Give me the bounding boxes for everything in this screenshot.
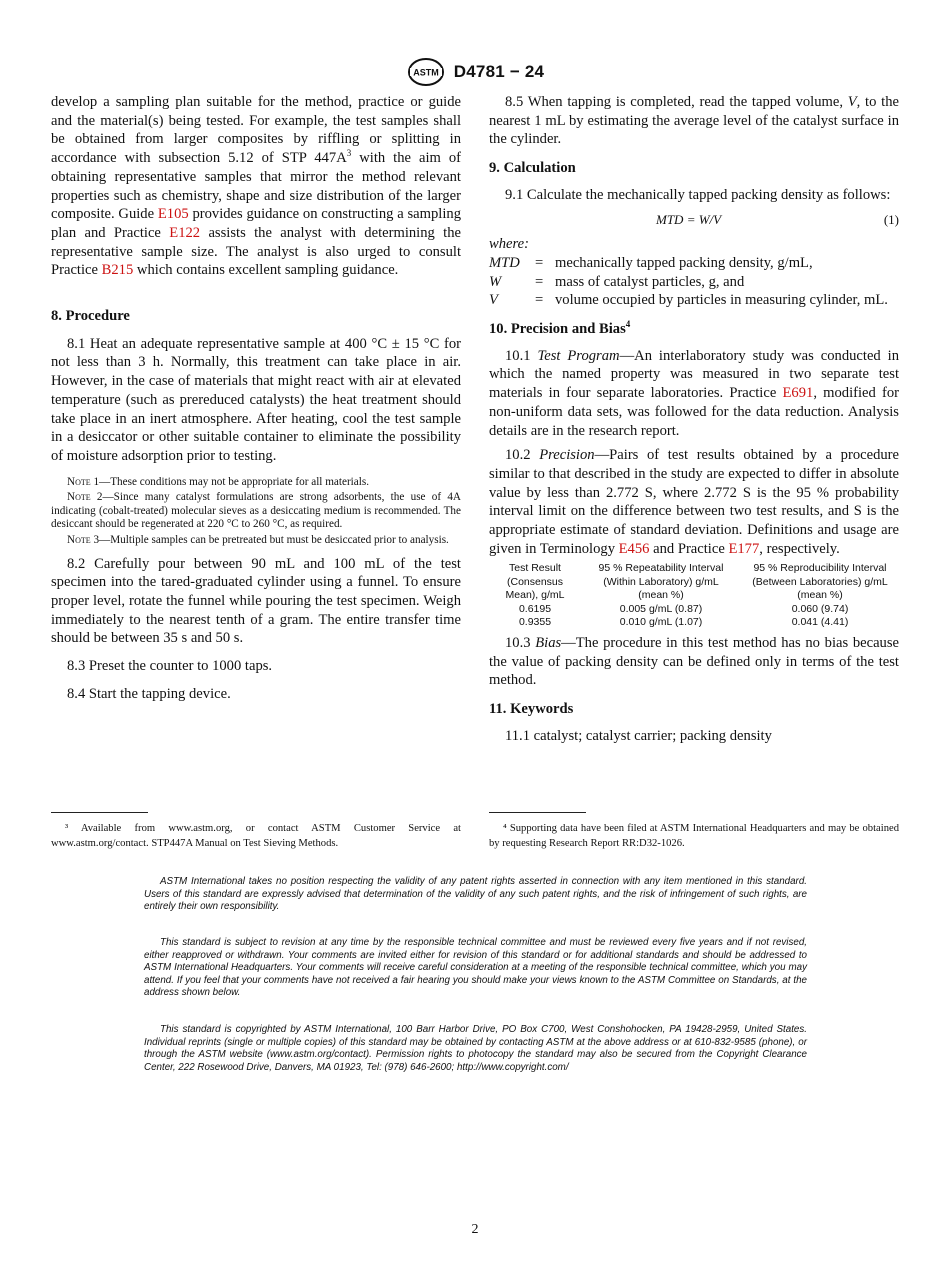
paragraph-8-1: 8.1 Heat an adequate representative sample at 400 °C ± 15 °C for not less than 3 h. Normally, this treatment can take place in air. However, in the case of materials that might react with air at elevated temperature (such as prereduced catalysts) the heat treatment should take place in an inert atmosphere. After heating, cool the test sample in a desiccator or other suitable container to eliminate the possibility of moisture adsorption prior to testing. xyxy=(51,335,461,464)
note-2: Note 2—Since many catalyst formulations are strong adsorbents, the use of 4A indicating (cobalt-treated) molecular sieves as a desiccating medium is recommended. The desiccant should be regenerated at 220 °C to 260 °C, as required. xyxy=(51,491,461,531)
where-label: where: xyxy=(489,236,529,253)
table-cell: 0.060 (9.74) xyxy=(791,602,849,615)
svg-text:ASTM: ASTM xyxy=(413,67,439,78)
table-header: 95 % Repeatability Interval (Within Laboratory) g/mL (mean %) xyxy=(598,562,724,602)
equation-formula: MTD = W/V xyxy=(656,211,722,227)
footnote-3: ³ Available from www.astm.org, or contact ASTM Customer Service at www.astm.org/contact. STP447A Manual on Test Sieving Methods. xyxy=(51,823,461,849)
note-1: Note 1—These conditions may not be appropriate for all materials. xyxy=(67,475,370,488)
note-3: Note 3—Multiple samples can be pretreated but must be desiccated prior to analysis. xyxy=(67,534,449,547)
equation-number: (1) xyxy=(883,211,899,227)
link-e177[interactable]: E177 xyxy=(728,540,760,557)
variable-definitions: MTD = mechanically tapped packing density, g/mL, W = mass of catalyst particles, g, and V = volume occupied by particles in measuring cylinder, mL. xyxy=(489,254,899,310)
paragraph-8-3: 8.3 Preset the counter to 1000 taps. xyxy=(67,658,273,675)
paragraph-8-4: 8.4 Start the tapping device. xyxy=(67,685,231,702)
link-e691[interactable]: E691 xyxy=(782,385,814,402)
table-cell: 0.041 (4.41) xyxy=(791,616,849,629)
paragraph-11-1: 11.1 catalyst; catalyst carrier; packing density xyxy=(505,727,772,744)
table-row xyxy=(489,603,899,617)
paragraph-9-1: 9.1 Calculate the mechanically tapped packing density as follows: xyxy=(505,186,891,203)
section-8-heading: 8. Procedure xyxy=(51,308,130,325)
left-column xyxy=(51,93,461,704)
table-header: Test Result (Consensus Mean), g/mL xyxy=(505,562,565,602)
copyright-disclaimer: This standard is copyrighted by ASTM International, 100 Barr Harbor Drive, PO Box C700, West Conshohocken, PA 19428-2959, United States. Individual reprints (single or multiple copies) of this standard may be obtained by contacting ASTM at the above address or at 610-832-9585 (phone), or through the ASTM website (www.astm.org/contact). Permission rights to photocopy the standard may also be secured from the Copyright Clearance Center, 222 Rosewood Drive, Danvers, MA 01923, Tel: (978) 646-2600; http://www.copyright.com/ xyxy=(144,1024,807,1073)
right-column xyxy=(489,93,899,745)
footnote-rule-left xyxy=(51,812,148,813)
equation-1 xyxy=(489,211,899,230)
precision-table xyxy=(489,562,899,630)
link-e456[interactable]: E456 xyxy=(618,540,650,557)
sampling-paragraph: develop a sampling plan suitable for the method, practice or guide and the material(s) being tested. For example, the test samples shall be obtained from larger composites by riffling or splitting in accordance with subsection 5.12 of STP $447A^3$ with the aim of obtaining representative samples that mirror the method relevant properties such as chemistry, shape and size distribution of the larger composite. Guide E105 provides guidance on constructing a sampling plan and Practice E122 assists the analyst with determining the representative sample size. The analyst is also urged to consult Practice B215 which contains excellent sampling guidance. xyxy=(51,94,462,279)
document-title: D4781 − 24 xyxy=(453,62,545,81)
footnote-4: ⁴ Supporting data have been filed at ASTM International Headquarters and may be obtained by requesting Research Report RR:D32-1026. xyxy=(489,823,899,849)
paragraph-8-5: 8.5 When tapping is completed, read the tapped volume, V, to the nearest 1 mL by estimating the average level of the catalyst surface in the cylinder. xyxy=(489,94,899,148)
link-b215[interactable]: B215 xyxy=(101,262,134,279)
table-header: 95 % Reproducibility Interval (Between Laboratories) g/mL (mean %) xyxy=(752,562,888,602)
section-11-heading: 11. Keywords xyxy=(489,701,574,718)
section-9-heading: 9. Calculation xyxy=(489,160,576,177)
page-number: 2 xyxy=(471,1222,479,1237)
revision-disclaimer: This standard is subject to revision at any time by the responsible technical committee and must be reviewed every five years and if not revised, either reapproved or withdrawn. Your comments are invited either for revision of this standard or for additional standards and should be addressed to ASTM International Headquarters. Your comments will receive careful consideration at a meeting of the responsible technical committee, which you may attend. If you feel that your comments have not received a fair hearing you should make your views known to the ASTM Committee on Standards, at the address shown below. xyxy=(144,937,807,999)
link-e122[interactable]: E122 xyxy=(169,224,201,241)
section-10-heading: 10. Precision and Bias$^4$ xyxy=(489,319,631,338)
table-cell: 0.005 g/mL (0.87) xyxy=(619,602,703,615)
page-header xyxy=(0,57,950,87)
link-e105[interactable]: E105 xyxy=(157,206,189,223)
table-cell: 0.010 g/mL (1.07) xyxy=(619,616,703,629)
astm-logo-icon xyxy=(406,57,446,87)
def-symbol: V xyxy=(489,292,498,309)
table-cell: 0.6195 xyxy=(518,602,552,615)
paragraph-10-2: 10.2 Precision—Pairs of test results obtained by a procedure similar to that described in the study are expected to differ in absolute value by less than 2.772 S, where 2.772 S is the 95 % probability interval limit on the difference between two test results, and S is the appropriate estimate of standard deviation. Definitions and usage are given in Terminology E456 and Practice E177, respectively. xyxy=(489,447,900,557)
footnote-rule-right xyxy=(489,812,586,813)
paragraph-8-2: 8.2 Carefully pour between 90 mL and 100 mL of the test specimen into the tared-graduated cylinder using a funnel. To ensure proper level, rotate the funnel while pouring the test specimen. Weigh immediately to the nearest tenth of a gram. The entire transfer time should be between 35 s and 50 s. xyxy=(51,555,461,647)
def-symbol: MTD xyxy=(489,254,520,271)
table-header-row xyxy=(489,562,899,603)
table-cell: 0.9355 xyxy=(518,616,552,629)
def-text: volume occupied by particles in measuring cylinder, mL. xyxy=(555,292,888,309)
def-symbol: W xyxy=(489,273,502,290)
def-text: mass of catalyst particles, g, and xyxy=(555,273,745,290)
paragraph-10-3: 10.3 Bias—The procedure in this test method has no bias because the value of packing density can be defined only in terms of the test method. xyxy=(489,634,899,689)
paragraph-10-1: 10.1 Test Program—An interlaboratory study was conducted in which the named property was measured in two separate test materials in four separate laboratories. Practice E691, modified for non-uniform data sets, was followed for the data reduction. Analysis details are in the research report. xyxy=(489,347,900,439)
patent-disclaimer: ASTM International takes no position respecting the validity of any patent rights asserted in connection with any item mentioned in this standard. Users of this standard are expressly advised that determination of the validity of any such patent rights, and the risk of infringement of such rights, are entirely their own responsibility. xyxy=(144,876,807,913)
table-row xyxy=(489,616,899,630)
def-text: mechanically tapped packing density, g/mL, xyxy=(555,254,813,271)
